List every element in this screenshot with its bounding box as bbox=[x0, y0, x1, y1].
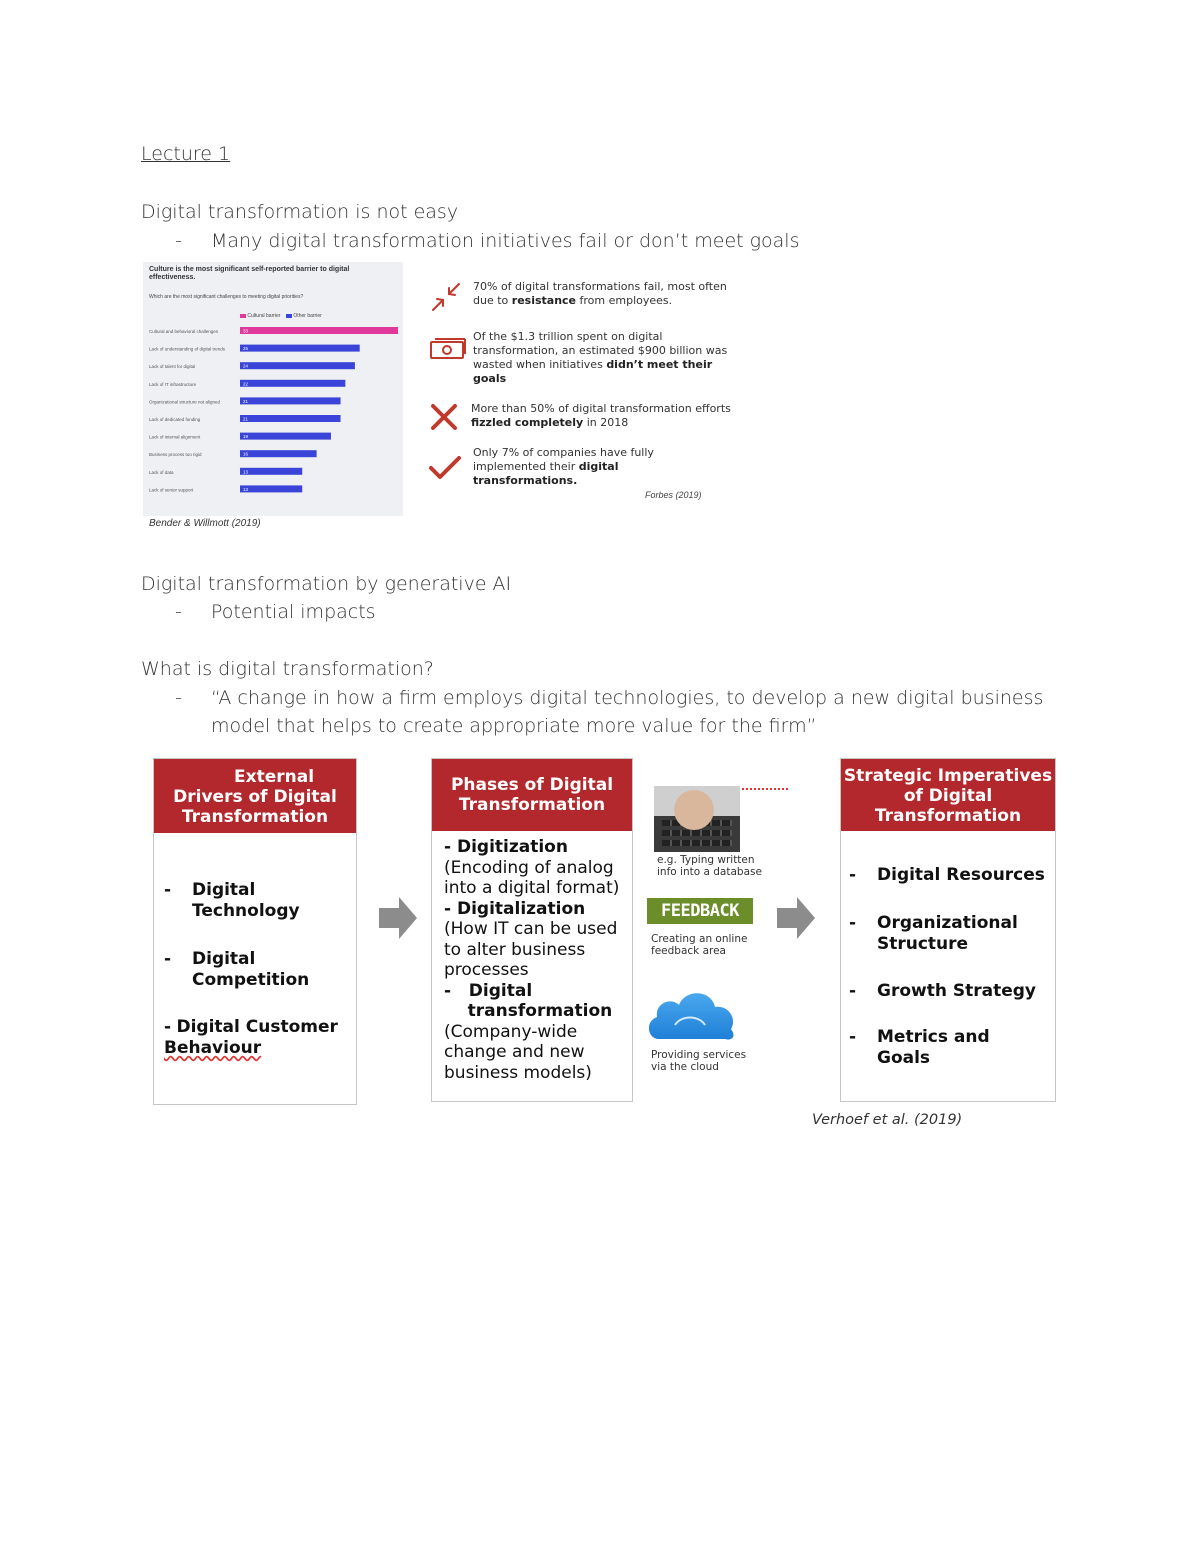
figure-citation: Bender & Willmott (2019) bbox=[149, 518, 261, 529]
chart-category-label: Organizational structure not aligned bbox=[149, 399, 221, 405]
phase-line: (Company-wide bbox=[444, 1021, 578, 1042]
chart-value-label: 16 bbox=[243, 451, 249, 457]
driver-item-competition: - Digital Competition bbox=[164, 949, 310, 990]
chart-value-label: 33 bbox=[243, 328, 249, 334]
chart-category-label: Lack of data bbox=[149, 469, 174, 475]
dotted-connector bbox=[742, 788, 788, 790]
legend-swatch-cultural bbox=[240, 314, 246, 318]
legend-swatch-other bbox=[286, 314, 292, 318]
phase-line: to alter business bbox=[444, 939, 586, 960]
chart-bar bbox=[240, 362, 355, 369]
x-icon bbox=[429, 402, 459, 432]
phase-line: (Encoding of analog bbox=[444, 857, 614, 878]
driver-item-customer-behaviour: - Digital Customer Behaviour bbox=[164, 1017, 338, 1058]
barrier-bar-chart bbox=[143, 262, 403, 516]
bullet-item bbox=[175, 687, 1043, 709]
chart-value-label: 21 bbox=[243, 398, 249, 404]
stat-text-3: More than 50% of digital transformation efforts fizzled completely in 2018 bbox=[471, 402, 731, 429]
cloud-caption: Providing services via the cloud bbox=[651, 1049, 747, 1073]
chart-plot bbox=[143, 322, 403, 502]
strategic-imperatives-box bbox=[840, 758, 1056, 1102]
chart-subtitle: Which are the most significant challenges to meeting digital priorities? bbox=[149, 294, 304, 300]
phases-box bbox=[431, 758, 633, 1102]
bullet-dash: - bbox=[175, 601, 182, 623]
bullet-text: Many digital transformation initiatives fail or don’t meet goals bbox=[211, 230, 800, 252]
section-heading-generative-ai: Digital transformation by generative AI bbox=[141, 573, 512, 595]
chart-bar bbox=[240, 468, 302, 475]
chart-category-label: Cultural and behavioral challenges bbox=[149, 329, 219, 334]
chart-value-label: 19 bbox=[243, 434, 249, 440]
chart-category-label: Lack of IT infrastructure bbox=[149, 381, 197, 387]
chart-value-label: 24 bbox=[243, 363, 249, 369]
phase-line: change and new bbox=[444, 1042, 585, 1062]
chart-bar bbox=[240, 327, 398, 334]
phase-line: - Digitization bbox=[444, 837, 568, 857]
money-icon bbox=[427, 336, 467, 364]
bullet-item bbox=[175, 601, 376, 623]
page-title: Lecture 1 bbox=[141, 143, 231, 165]
box-header: External Drivers of Digital Transformation bbox=[154, 759, 356, 833]
bullet-dash: - bbox=[175, 687, 182, 709]
legend-label-other: Other barrier bbox=[293, 313, 322, 319]
chart-category-label: Business process too rigid bbox=[149, 452, 202, 458]
box-header: Phases of Digital Transformation bbox=[432, 759, 632, 831]
phases-list bbox=[444, 837, 619, 1083]
typing-keyboard-image bbox=[654, 786, 740, 852]
phase-line: - Digital bbox=[444, 980, 533, 1001]
imperative-item-resources: - Digital Resources bbox=[849, 865, 1045, 885]
imperative-item-metrics: - Metrics and Goals bbox=[849, 1027, 990, 1068]
chart-category-label: Lack of internal alignment bbox=[149, 434, 201, 440]
chart-bar bbox=[240, 450, 317, 457]
figure-citation: Verhoef et al. (2019) bbox=[812, 1112, 963, 1128]
external-drivers-box bbox=[153, 758, 357, 1105]
bullet-text: “A change in how a firm employs digital technologies, to develop a new digital business bbox=[211, 687, 1044, 709]
check-icon bbox=[427, 454, 463, 482]
converging-arrows-icon bbox=[429, 282, 461, 312]
cloud-icon bbox=[645, 985, 739, 1043]
stat-text-1: 70% of digital transformations fail, most often due to resistance from employees. bbox=[473, 280, 727, 307]
chart-bar bbox=[240, 397, 341, 404]
chart-value-label: 22 bbox=[243, 381, 249, 387]
feedback-badge: FEEDBACK bbox=[647, 898, 753, 924]
chart-legend bbox=[240, 313, 322, 319]
chart-bar bbox=[240, 380, 345, 387]
bullet-item bbox=[175, 230, 799, 252]
imperative-item-structure: - Organizational Structure bbox=[849, 913, 1018, 954]
phase-line: transformation bbox=[444, 1001, 613, 1021]
phase-line: - Digitalization bbox=[444, 898, 586, 919]
chart-bar bbox=[240, 485, 302, 492]
phase-line: business models) bbox=[444, 1062, 592, 1083]
chart-category-label: Lack of understanding of digital trends bbox=[149, 346, 226, 352]
driver-item-technology: - Digital Technology bbox=[164, 880, 300, 921]
chart-category-label: Lack of talent for digital bbox=[149, 364, 196, 370]
chart-value-label: 21 bbox=[243, 416, 249, 422]
phase-line: (How IT can be used bbox=[444, 919, 618, 939]
chart-value-label: 13 bbox=[243, 469, 249, 475]
bullet-dash: - bbox=[175, 230, 182, 252]
stats-citation: Forbes (2019) bbox=[645, 490, 702, 500]
feedback-caption: Creating an online feedback area bbox=[651, 933, 748, 957]
chart-category-label: Lack of dedicated funding bbox=[149, 417, 201, 422]
stats-panel bbox=[425, 278, 735, 508]
chart-category-label: Lack of senior support bbox=[149, 487, 194, 493]
phase-line: into a digital format) bbox=[444, 878, 620, 898]
legend-label-cultural: Cultural barrier bbox=[247, 313, 281, 319]
imperative-item-growth: - Growth Strategy bbox=[849, 981, 1037, 1001]
bullet-text-continued: model that helps to create appropriate more value for the firm” bbox=[211, 715, 817, 737]
bullet-text: Potential impacts bbox=[211, 601, 376, 623]
chart-title: Culture is the most significant self-reported barrier to digital effectiveness. bbox=[149, 266, 350, 281]
section-heading-not-easy: Digital transformation is not easy bbox=[141, 201, 459, 223]
chart-value-label: 25 bbox=[243, 346, 249, 352]
flow-arrow-icon bbox=[379, 897, 417, 939]
phase-line: processes bbox=[444, 960, 529, 980]
stat-text-2: Of the $1.3 trillion spent on digital transformation, an estimated $900 billion was wasted when initiatives didn’t meet their goals bbox=[473, 330, 728, 385]
chart-value-label: 13 bbox=[243, 486, 249, 492]
section-heading-what-is: What is digital transformation? bbox=[141, 658, 434, 680]
chart-bar bbox=[240, 345, 360, 352]
box-header: Strategic Imperatives of Digital Transformation bbox=[841, 759, 1055, 831]
typing-caption: e.g. Typing written info into a database bbox=[657, 854, 762, 878]
stat-text-4: Only 7% of companies have fully implemented their digital transformations. bbox=[473, 446, 654, 487]
chart-bar bbox=[240, 415, 341, 422]
flow-arrow-icon bbox=[777, 897, 815, 939]
chart-bar bbox=[240, 433, 331, 440]
